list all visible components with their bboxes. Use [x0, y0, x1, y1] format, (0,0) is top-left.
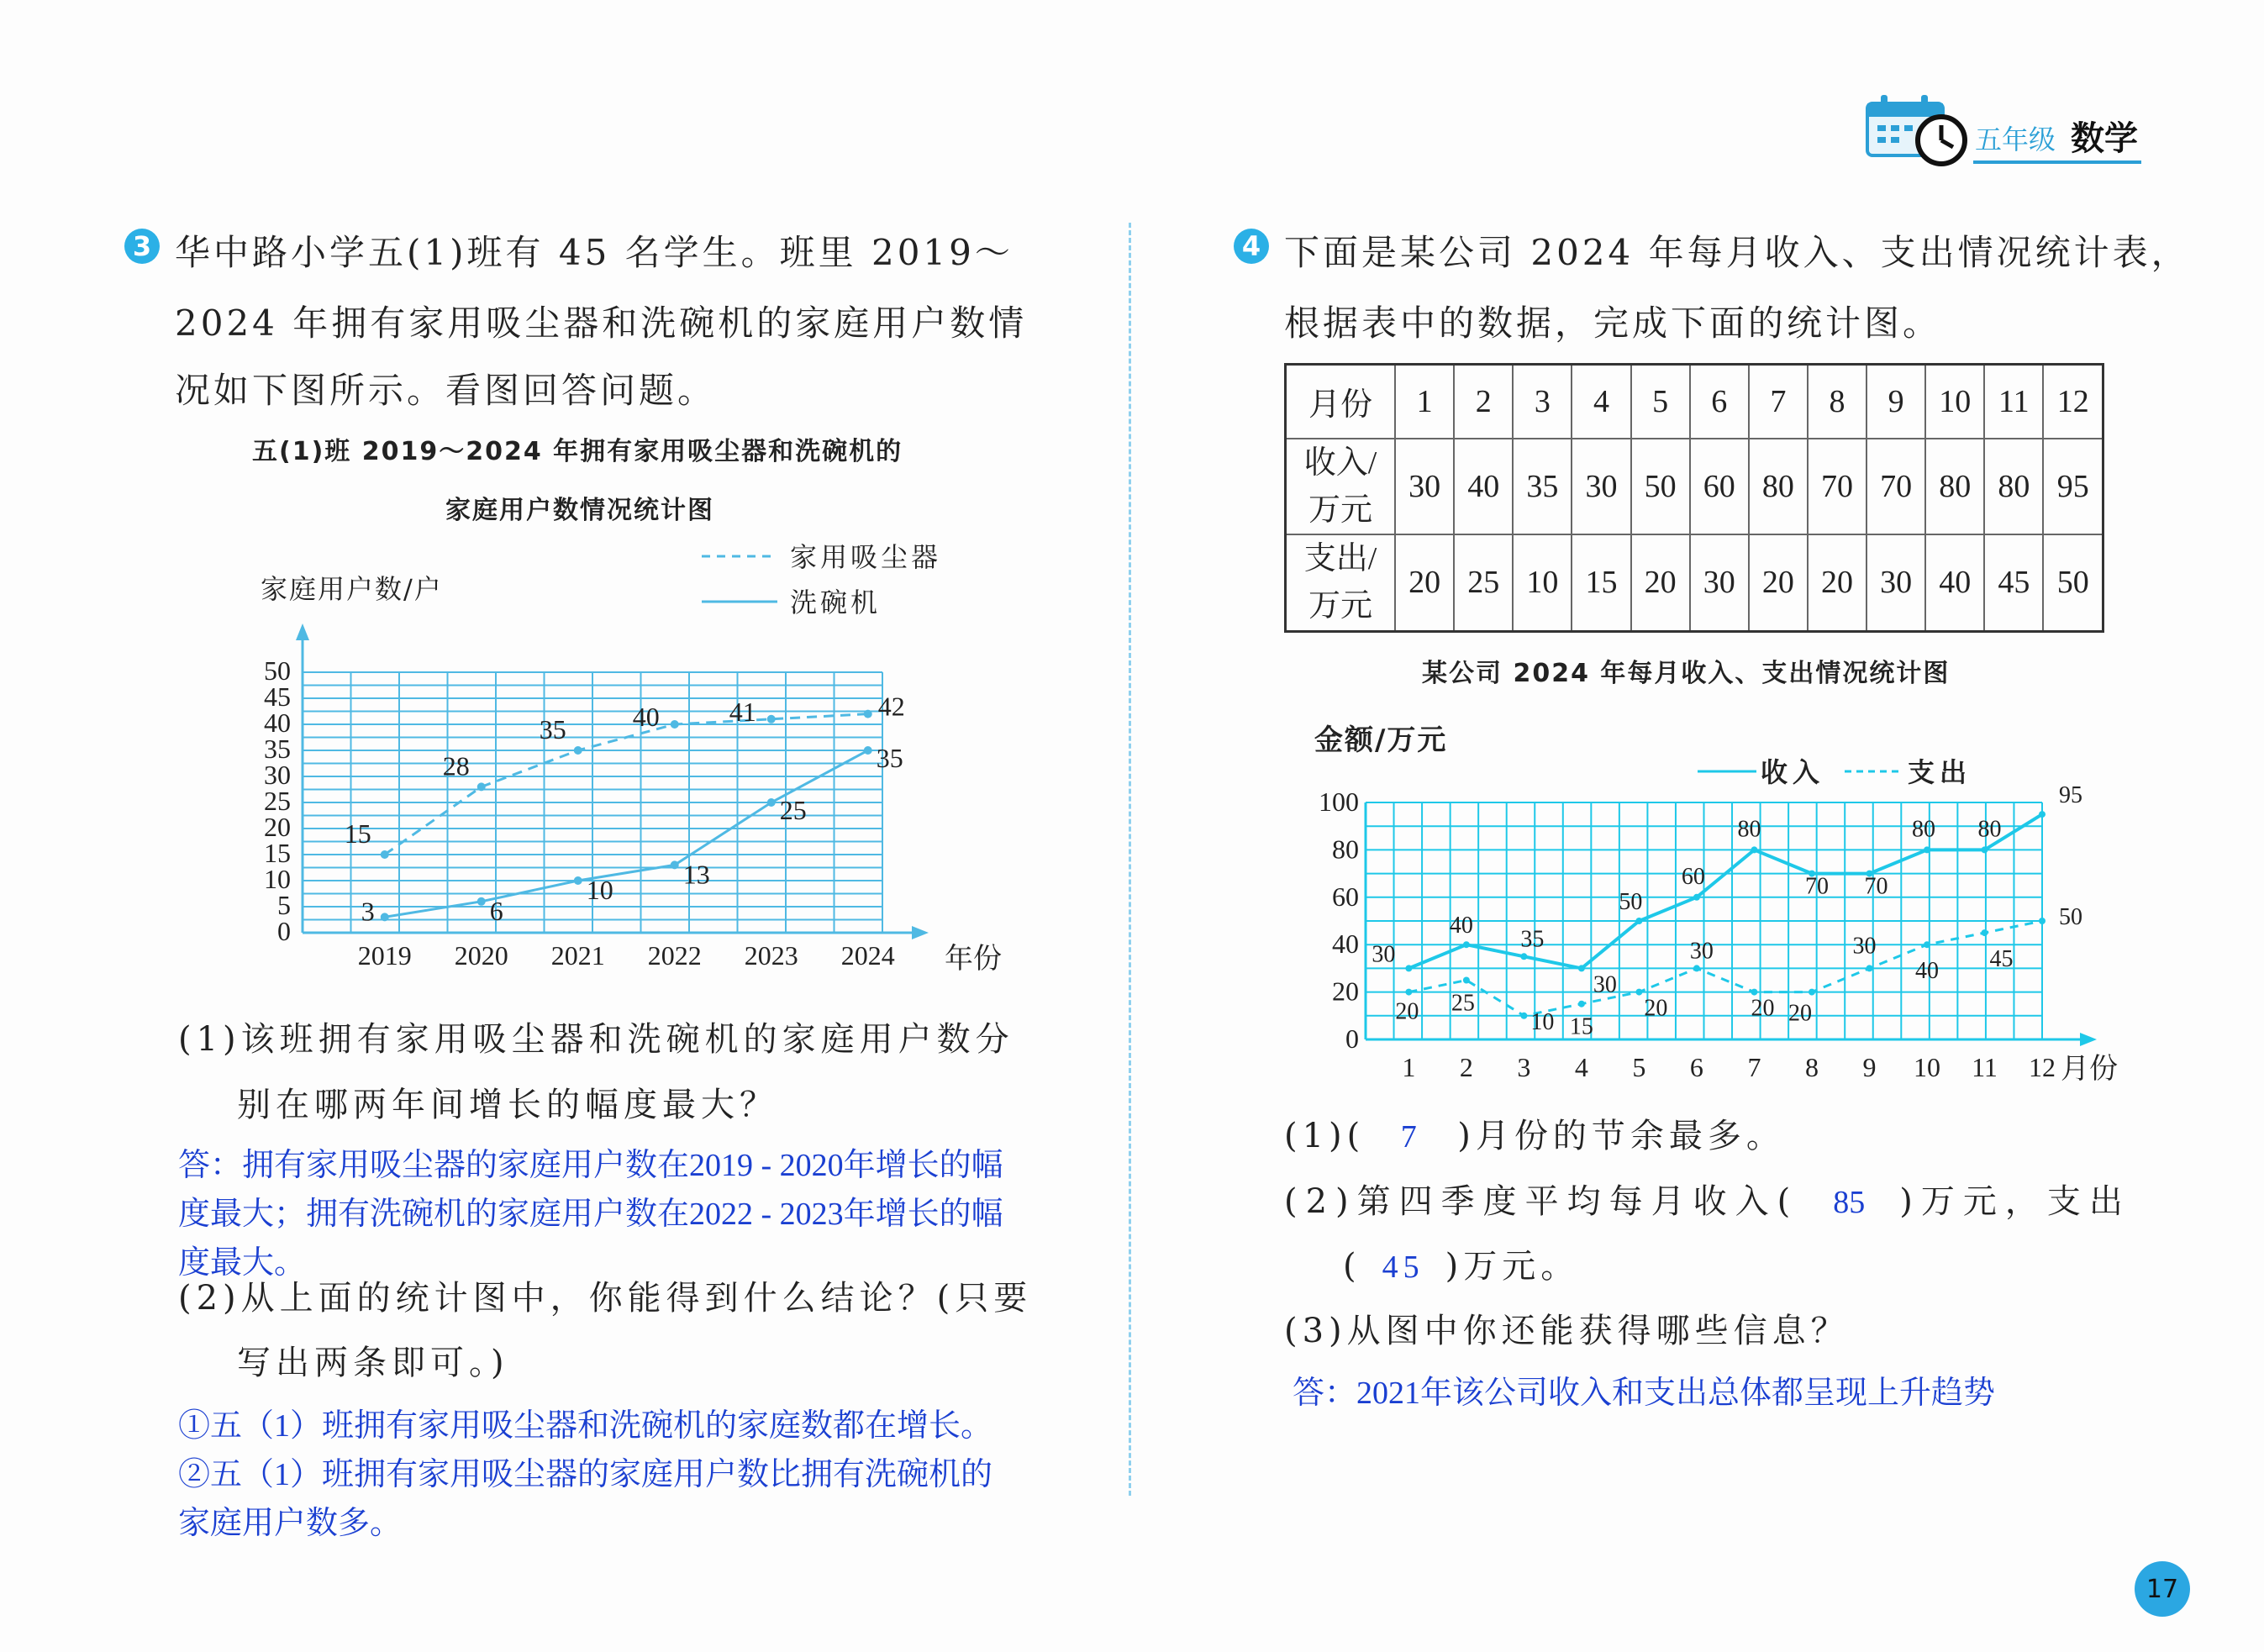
chart1-household-chart	[235, 529, 1002, 983]
chart1-y-axis-label: 家庭用户数/户	[261, 573, 443, 605]
q4-answer2-expense: 45	[1382, 1250, 1424, 1285]
table-cell: 30	[1395, 439, 1454, 534]
chart1-y-tick-label: 25	[264, 786, 291, 816]
chart2-x-tick-label: 10	[1913, 1052, 1940, 1082]
q4-text-line-1: 下面是某公司 2024 年每月收入、支出情况统计表，	[1284, 232, 2190, 273]
chart2-x-tick-label: 5	[1632, 1052, 1646, 1082]
q4-sub2-post: )万元，支出	[1899, 1182, 2131, 1221]
chart2-data-label: 70	[1804, 873, 1829, 900]
chart2-data-point	[1981, 929, 1988, 936]
q4-answer1: 7	[1400, 1119, 1422, 1155]
chart1-y-tick-label: 45	[264, 681, 291, 712]
q3-text-line-3: 况如下图所示。看图回答问题。	[175, 370, 717, 411]
chart1-data-point	[767, 798, 776, 807]
table-header-text: 收入/	[1303, 445, 1377, 481]
table-cell: 40	[1925, 534, 1984, 632]
table-header-text: 支出/	[1303, 541, 1377, 577]
q3-answer1-line-2: 度最大；拥有洗碗机的家庭用户数在2022 - 2023年增长的幅	[178, 1197, 1003, 1232]
table-cell: 20	[1808, 534, 1866, 632]
table-cell: 60	[1690, 439, 1749, 534]
q4-sub2-pre: (2)第四季度平均每月收入(	[1284, 1182, 1799, 1221]
income-expense-table	[1284, 363, 2104, 633]
table-cell: 1	[1395, 365, 1454, 439]
q4-text-line-2: 根据表中的数据，完成下面的统计图。	[1284, 303, 1942, 344]
chart1-x-tick-label: 2019	[357, 940, 412, 971]
chart1-title-line-2: 家庭用户数情况统计图	[445, 496, 714, 525]
chart2-x-tick-label: 3	[1517, 1052, 1531, 1082]
table-cell: 70	[1808, 439, 1866, 534]
page-number-badge	[2135, 1561, 2190, 1617]
chart2-x-axis-label: 月份	[2061, 1052, 2118, 1086]
chart2-data-label: 20	[1788, 1000, 1812, 1027]
chart2-data-point	[1693, 894, 1700, 901]
q3-answer1-line-1: 答：拥有家用吸尘器的家庭用户数在2019 - 2020年增长的幅	[178, 1148, 1003, 1183]
q3-answer2-line-3: 家庭用户数多。	[178, 1506, 403, 1541]
q3-sub1-line-2: 别在哪两年间增长的幅度最大？	[237, 1086, 778, 1124]
chart1-data-label: 40	[632, 702, 660, 732]
chart2-data-label: 10	[1530, 1008, 1555, 1035]
chart2-data-label: 35	[1520, 926, 1545, 953]
q4-sub1-pre: (1)(	[1284, 1117, 1366, 1155]
chart1-y-tick-label: 10	[264, 864, 291, 894]
chart2-data-point	[1520, 1013, 1527, 1019]
chart1-data-point	[671, 720, 679, 729]
table-header-expense	[1286, 534, 1396, 632]
table-cell: 80	[1925, 439, 1984, 534]
table-cell: 80	[1984, 439, 2043, 534]
chart2-y-tick-label: 20	[1332, 976, 1359, 1007]
table-cell: 30	[1690, 534, 1749, 632]
chart1-y-tick-label: 5	[277, 890, 291, 920]
table-cell: 3	[1513, 365, 1572, 439]
q3-answer1-line-3: 度最大。	[178, 1245, 307, 1281]
chart2-data-label: 30	[1852, 933, 1877, 960]
chart1-x-tick-label: 2021	[550, 940, 605, 971]
chart2-legend-label: 支出	[1908, 756, 1972, 788]
table-cell: 80	[1749, 439, 1808, 534]
chart2-data-label: 95	[2059, 782, 2082, 809]
chart2-data-point	[1578, 965, 1585, 971]
chart2-data-point	[1924, 941, 1930, 948]
chart2-data-point	[1405, 989, 1412, 996]
chart2-data-point	[1635, 989, 1642, 996]
chart1-y-tick-label: 15	[264, 838, 291, 868]
q3-sub1-line-1: (1)该班拥有家用吸尘器和洗碗机的家庭用户数分	[178, 1020, 1014, 1059]
q4-sub2-line-1	[1284, 1175, 2131, 1223]
q3-number-badge: 3	[124, 229, 160, 264]
chart2-data-point	[2039, 918, 2045, 924]
chart2-y-tick-label: 80	[1332, 834, 1359, 865]
table-cell: 30	[1572, 439, 1630, 534]
q3-answer2-line-2: ②五（1）班拥有家用吸尘器的家庭用户数比拥有洗碗机的	[178, 1457, 993, 1492]
chart1-data-label: 6	[489, 895, 503, 926]
chart2-income-expense-chart	[1286, 714, 2151, 1101]
table-header-text: 万元	[1308, 492, 1372, 528]
chart2-y-tick-label: 100	[1319, 787, 1359, 817]
chart2-data-label: 40	[1914, 958, 1939, 985]
table-header-text: 万元	[1308, 588, 1372, 624]
chart2-x-tick-label: 8	[1804, 1052, 1819, 1082]
chart1-data-label: 25	[779, 795, 807, 825]
chart2-data-label: 20	[1644, 995, 1668, 1022]
table-cell: 95	[2043, 439, 2103, 534]
chart2-y-tick-label: 40	[1332, 929, 1359, 960]
table-cell: 25	[1454, 534, 1513, 632]
chart1-data-label: 35	[876, 743, 903, 773]
chart1-data-point	[864, 746, 872, 755]
chart1-data-point	[477, 897, 486, 906]
chart2-x-tick-label: 7	[1747, 1052, 1761, 1082]
page-divider	[1129, 223, 1131, 1496]
q4-sub1-post: )月份的节余最多。	[1457, 1117, 1785, 1155]
chart2-data-point	[1463, 941, 1470, 948]
subject-label: 数学	[2071, 119, 2138, 158]
chart2-data-label: 30	[1593, 971, 1617, 998]
chart1-y-axis-arrow	[296, 623, 309, 640]
chart1-data-label: 13	[682, 859, 710, 890]
chart2-data-label: 80	[1737, 816, 1761, 843]
chart1-y-tick-label: 35	[264, 734, 291, 764]
chart1-data-label: 15	[344, 818, 371, 849]
chart2-data-point	[1463, 977, 1470, 984]
chart1-y-tick-label: 40	[264, 708, 291, 738]
q4-sub1	[1284, 1109, 1785, 1157]
chart1-x-tick-label: 2022	[647, 940, 702, 971]
q4-answer3: 答：2021年该公司收入和支出总体都呈现上升趋势	[1293, 1376, 1996, 1411]
table-cell: 20	[1749, 534, 1808, 632]
chart2-x-tick-label: 11	[1972, 1052, 1998, 1082]
chart2-data-label: 80	[1911, 816, 1935, 843]
chart2-x-axis-arrow	[2080, 1033, 2097, 1046]
chart2-data-point	[1405, 965, 1412, 971]
chart1-data-label: 3	[361, 896, 375, 927]
chart1-data-point	[574, 876, 582, 885]
chart2-data-point	[1809, 989, 1815, 996]
chart2-data-label: 50	[2059, 904, 2082, 930]
q4-sub2-line2-pre: (	[1343, 1247, 1361, 1286]
q3-sub2-line-1: (2)从上面的统计图中，你能得到什么结论？(只要	[178, 1279, 1033, 1318]
chart2-x-tick-label: 4	[1574, 1052, 1588, 1082]
chart1-title-line-1: 五(1)班 2019～2024 年拥有家用吸尘器和洗碗机的	[252, 437, 903, 466]
chart2-data-point	[1693, 965, 1700, 971]
chart1-x-axis-label: 年份	[945, 942, 1002, 976]
chart1-series-vacuum-line	[385, 714, 868, 855]
chart2-data-label: 20	[1395, 998, 1419, 1025]
chart1-data-point	[574, 746, 582, 755]
chart1-data-label: 10	[586, 875, 613, 905]
grade-label: 五年级	[1975, 124, 2056, 155]
chart1-data-point	[381, 850, 389, 859]
table-cell: 40	[1454, 439, 1513, 534]
table-cell: 12	[2043, 365, 2103, 439]
table-cell: 70	[1866, 439, 1925, 534]
chart1-y-tick-label: 0	[277, 916, 291, 946]
chart2-y-tick-label: 0	[1345, 1023, 1359, 1054]
table-row-income	[1286, 439, 2103, 534]
q4-number-badge: 4	[1234, 229, 1269, 264]
chart1-data-point	[767, 715, 776, 723]
chart2-data-label: 60	[1681, 863, 1705, 890]
chart1-legend-label: 家用吸尘器	[790, 541, 942, 573]
q3-text-line-1: 华中路小学五(1)班有 45 名学生。班里 2019～	[175, 232, 1014, 273]
chart2-data-label: 50	[1619, 889, 1643, 915]
table-cell: 4	[1572, 365, 1630, 439]
table-cell: 20	[1631, 534, 1690, 632]
table-cell: 7	[1749, 365, 1808, 439]
chart2-data-label: 30	[1372, 941, 1396, 968]
chart2-title: 某公司 2024 年每月收入、支出情况统计图	[1422, 659, 1951, 688]
chart1-data-point	[477, 782, 486, 791]
table-cell: 50	[2043, 534, 2103, 632]
q4-sub2-line2-post: )万元。	[1445, 1247, 1580, 1286]
chart1-data-point	[864, 710, 872, 718]
chart2-y-axis-label: 金额/万元	[1314, 723, 1448, 757]
chart1-data-label: 28	[442, 750, 470, 781]
table-row-expense	[1286, 534, 2103, 632]
q4-answer2-income: 85	[1833, 1185, 1866, 1220]
chart1-data-point	[381, 913, 389, 921]
chart1-legend-label: 洗碗机	[790, 587, 882, 618]
table-cell: 45	[1984, 534, 2043, 632]
calendar-clock-icon	[1864, 88, 1973, 168]
chart2-data-point	[1520, 953, 1527, 960]
table-cell: 8	[1808, 365, 1866, 439]
chart2-data-label: 25	[1451, 990, 1475, 1017]
chart2-y-tick-label: 60	[1332, 881, 1359, 912]
table-cell: 15	[1572, 534, 1630, 632]
q3-answer2-line-1: ①五（1）班拥有家用吸尘器和洗碗机的家庭数都在增长。	[178, 1408, 993, 1444]
chart1-data-label: 41	[729, 696, 756, 727]
chart1-y-tick-label: 20	[264, 812, 291, 842]
chart2-data-point	[1578, 1001, 1585, 1008]
q4-sub2-line-2	[1343, 1239, 1579, 1287]
chart2-data-label: 15	[1569, 1013, 1593, 1040]
q3-text-line-2: 2024 年拥有家用吸尘器和洗碗机的家庭用户数情	[175, 303, 1028, 344]
table-cell: 20	[1395, 534, 1454, 632]
page-number: 17	[2146, 1574, 2179, 1604]
table-cell: 30	[1866, 534, 1925, 632]
table-cell: 5	[1631, 365, 1690, 439]
chart2-data-point	[2039, 811, 2045, 818]
chart1-x-tick-label: 2023	[744, 940, 798, 971]
chart2-x-tick-label: 2	[1459, 1052, 1473, 1082]
chart2-legend-label: 收入	[1761, 756, 1825, 788]
chart2-data-point	[1924, 846, 1930, 853]
chart2-data-label: 40	[1449, 913, 1473, 939]
table-cell: 11	[1984, 365, 2043, 439]
chart1-y-tick-label: 50	[264, 655, 291, 686]
table-cell: 9	[1866, 365, 1925, 439]
chart2-data-point	[1635, 918, 1642, 924]
chart1-x-tick-label: 2024	[840, 940, 895, 971]
chart1-data-label: 42	[877, 691, 905, 722]
chart2-data-point	[1981, 846, 1988, 853]
q3-sub2-line-2: 写出两条即可。)	[237, 1344, 509, 1382]
table-cell: 35	[1513, 439, 1572, 534]
chart1-data-label: 35	[539, 714, 566, 744]
header-underline	[1973, 160, 2141, 164]
table-cell: 10	[1513, 534, 1572, 632]
chart2-data-label: 20	[1751, 995, 1775, 1022]
chart1-data-point	[671, 860, 679, 869]
chart2-data-label: 30	[1689, 938, 1714, 965]
chart2-x-tick-label: 6	[1689, 1052, 1703, 1082]
chart2-data-label: 70	[1864, 873, 1888, 900]
chart1-y-tick-label: 30	[264, 760, 291, 790]
chart2-data-point	[1751, 846, 1757, 853]
chart2-x-tick-label: 9	[1862, 1052, 1877, 1082]
table-cell: 2	[1454, 365, 1513, 439]
table-header-month: 月份	[1286, 365, 1396, 439]
chart1-x-tick-label: 2020	[454, 940, 508, 971]
chart2-x-tick-label: 1	[1402, 1052, 1416, 1082]
chart2-data-label: 45	[1989, 946, 2014, 973]
chart2-data-point	[1866, 965, 1872, 971]
table-row-months	[1286, 365, 2103, 439]
table-cell: 6	[1690, 365, 1749, 439]
table-cell: 10	[1925, 365, 1984, 439]
table-cell: 50	[1631, 439, 1690, 534]
header-logo	[1864, 88, 2150, 168]
chart2-data-point	[1751, 989, 1757, 996]
q4-sub3: (3)从图中你还能获得哪些信息？	[1284, 1312, 1850, 1350]
table-header-income	[1286, 439, 1396, 534]
chart2-x-tick-label: 12	[2029, 1052, 2056, 1082]
chart2-data-label: 80	[1977, 816, 2002, 843]
chart1-x-axis-arrow	[912, 926, 929, 939]
